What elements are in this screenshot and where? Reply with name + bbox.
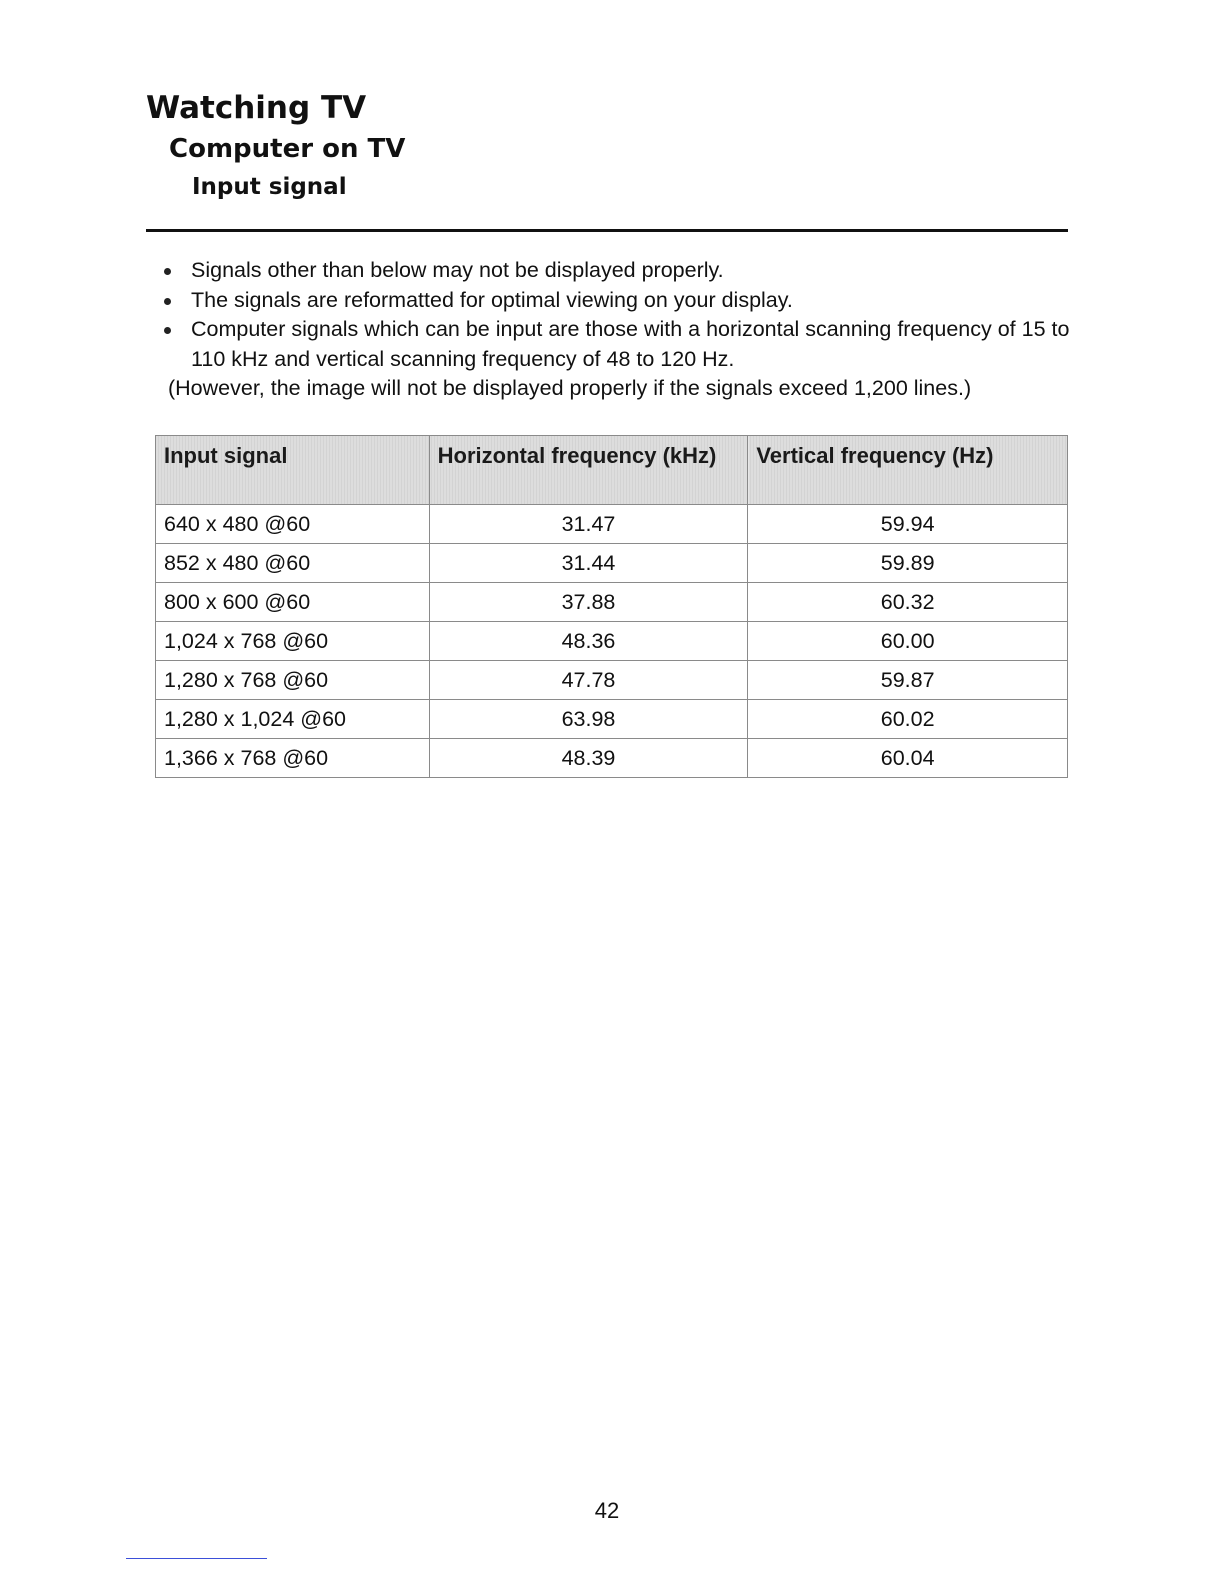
table-row bbox=[156, 700, 1068, 739]
vertical-frequency-cell: 60.02 bbox=[748, 700, 1068, 739]
horizontal-frequency-cell: 37.88 bbox=[429, 583, 748, 622]
horizontal-frequency-cell: 63.98 bbox=[429, 700, 748, 739]
bullet-list bbox=[160, 256, 1070, 374]
column-header-vertical-frequency: Vertical frequency (Hz) bbox=[748, 436, 1068, 505]
section-title: Computer on TV bbox=[169, 134, 406, 164]
horizontal-frequency-cell: 31.47 bbox=[429, 505, 748, 544]
horizontal-frequency-cell: 31.44 bbox=[429, 544, 748, 583]
vertical-frequency-cell: 59.87 bbox=[748, 661, 1068, 700]
list-item bbox=[160, 286, 1070, 316]
input-signal-cell: 1,280 x 1,024 @60 bbox=[156, 700, 430, 739]
table-row bbox=[156, 622, 1068, 661]
table-header-row bbox=[156, 436, 1068, 505]
bullet-icon bbox=[164, 298, 171, 305]
table-row bbox=[156, 583, 1068, 622]
vertical-frequency-cell: 59.89 bbox=[748, 544, 1068, 583]
input-signal-cell: 800 x 600 @60 bbox=[156, 583, 430, 622]
subsection-title: Input signal bbox=[192, 174, 347, 200]
input-signal-cell: 1,280 x 768 @60 bbox=[156, 661, 430, 700]
page-number: 42 bbox=[594, 1498, 620, 1523]
footer-divider bbox=[126, 1558, 267, 1559]
list-item bbox=[160, 315, 1070, 374]
table-row bbox=[156, 505, 1068, 544]
bullet-icon bbox=[164, 327, 171, 334]
bullet-text: Computer signals which can be input are those with a horizontal scanning frequency of 15 to 110 kHz and vertical scanning frequency of 48 to 120 Hz. bbox=[191, 317, 1070, 371]
column-header-input-signal: Input signal bbox=[156, 436, 430, 505]
input-signal-cell: 640 x 480 @60 bbox=[156, 505, 430, 544]
input-signal-cell: 852 x 480 @60 bbox=[156, 544, 430, 583]
table-row bbox=[156, 661, 1068, 700]
input-signal-cell: 1,024 x 768 @60 bbox=[156, 622, 430, 661]
bullet-text: The signals are reformatted for optimal viewing on your display. bbox=[191, 287, 793, 312]
horizontal-frequency-cell: 47.78 bbox=[429, 661, 748, 700]
list-item bbox=[160, 256, 1070, 286]
input-signal-table bbox=[155, 435, 1068, 778]
table-row bbox=[156, 739, 1068, 778]
horizontal-frequency-cell: 48.36 bbox=[429, 622, 748, 661]
input-signal-cell: 1,366 x 768 @60 bbox=[156, 739, 430, 778]
page-title: Watching TV bbox=[146, 90, 367, 126]
note-text: (However, the image will not be displayed properly if the signals exceed 1,200 lines.) bbox=[168, 376, 972, 400]
bullet-text: Signals other than below may not be displayed properly. bbox=[191, 258, 724, 282]
column-header-horizontal-frequency: Horizontal frequency (kHz) bbox=[429, 436, 748, 505]
heading-divider bbox=[146, 229, 1068, 232]
vertical-frequency-cell: 59.94 bbox=[748, 505, 1068, 544]
table-row bbox=[156, 544, 1068, 583]
vertical-frequency-cell: 60.32 bbox=[748, 583, 1068, 622]
vertical-frequency-cell: 60.04 bbox=[748, 739, 1068, 778]
bullet-icon bbox=[164, 268, 171, 275]
vertical-frequency-cell: 60.00 bbox=[748, 622, 1068, 661]
horizontal-frequency-cell: 48.39 bbox=[429, 739, 748, 778]
